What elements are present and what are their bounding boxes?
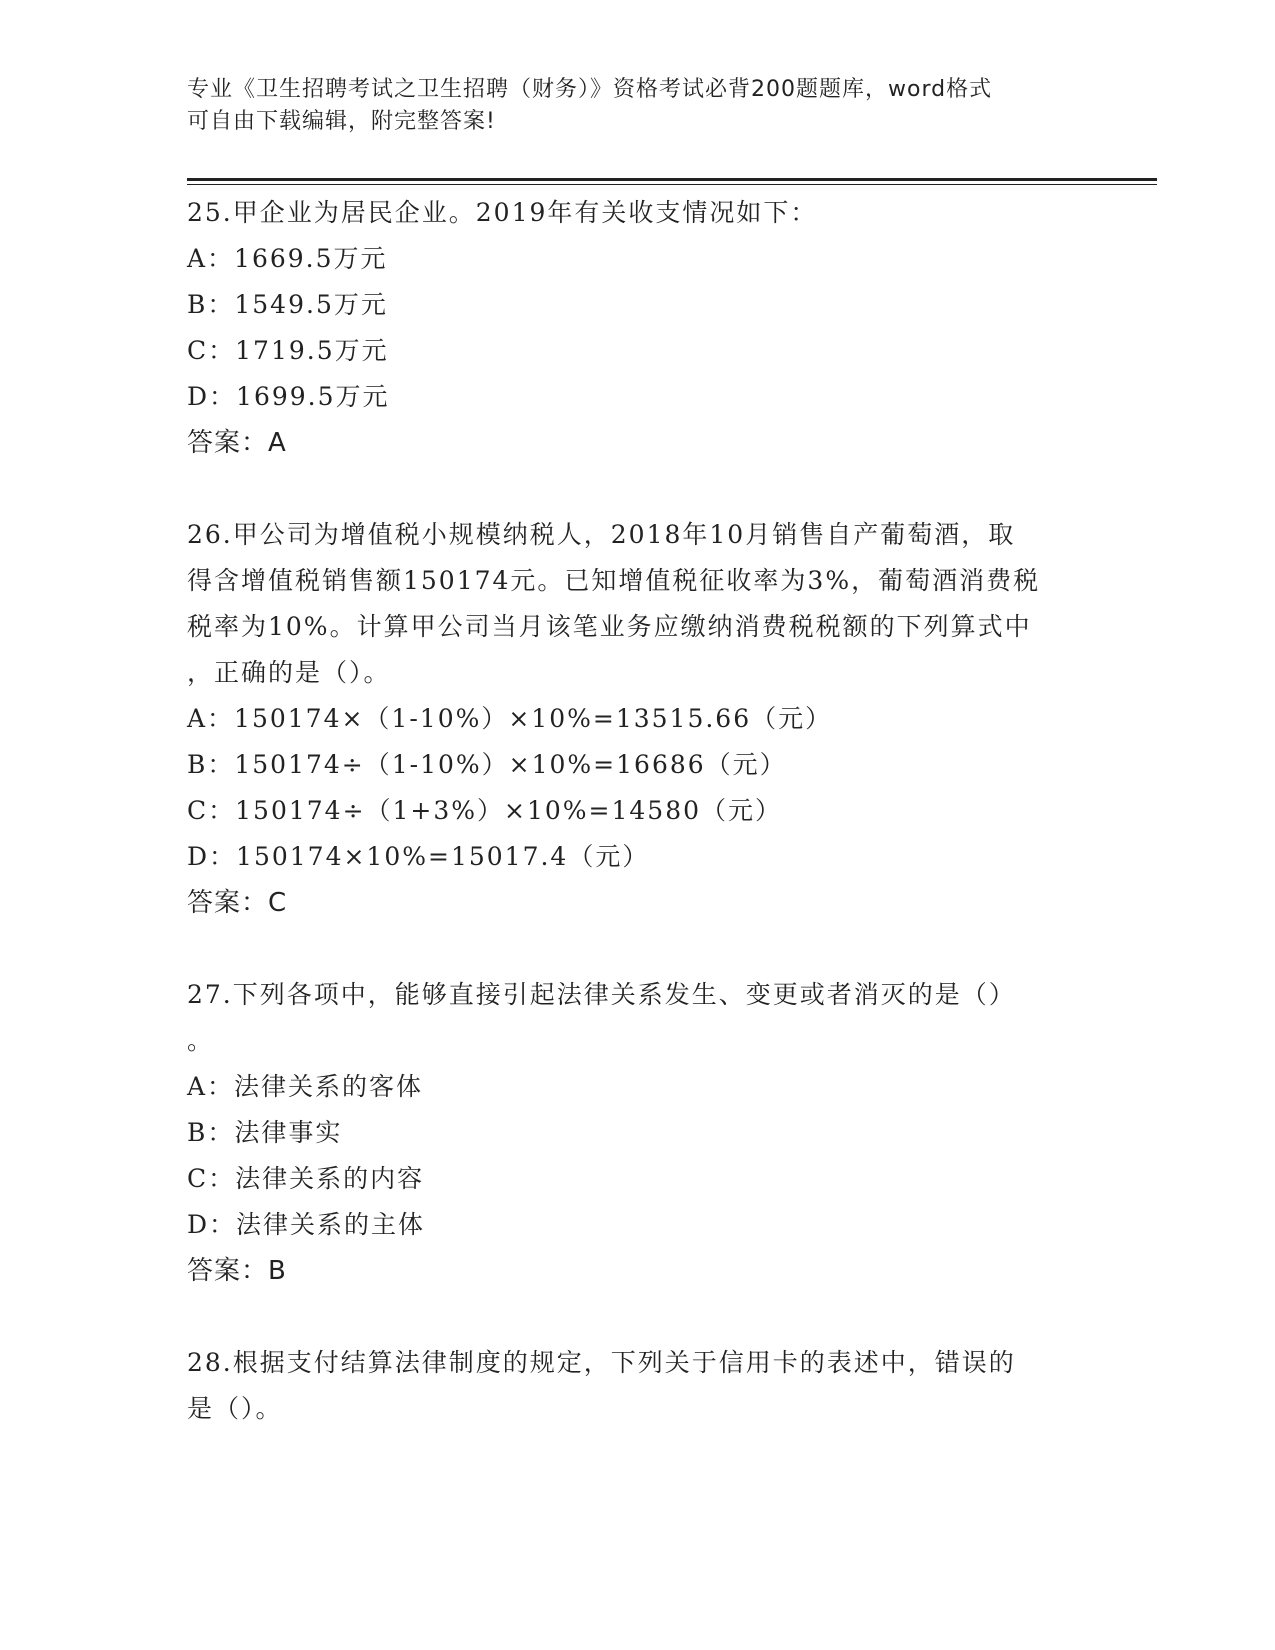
question-stem: 是（）。 bbox=[187, 1394, 283, 1423]
option-b: B：150174÷（1-10%）×10%=16686（元） bbox=[187, 750, 787, 779]
spacer bbox=[187, 1294, 1087, 1340]
option-a: A：1669.5万元 bbox=[187, 244, 388, 273]
question-27 bbox=[187, 972, 1087, 1294]
option-c: C：法律关系的内容 bbox=[187, 1164, 425, 1193]
answer: 答案：B bbox=[187, 1256, 287, 1286]
question-stem: 27.下列各项中，能够直接引起法律关系发生、变更或者消灭的是（） bbox=[187, 980, 1016, 1009]
option-a: A：法律关系的客体 bbox=[187, 1072, 424, 1101]
question-stem: 。 bbox=[187, 1026, 215, 1055]
question-25 bbox=[187, 190, 1087, 466]
question-28 bbox=[187, 1340, 1087, 1432]
question-stem: 25.甲企业为居民企业。2019年有关收支情况如下： bbox=[187, 198, 818, 227]
question-list bbox=[187, 190, 1087, 1432]
header-line-1: 专业《卫生招聘考试之卫生招聘（财务）》资格考试必背200题题库，word格式 bbox=[187, 77, 993, 102]
header-rule-thin bbox=[187, 184, 1157, 185]
document-header bbox=[187, 74, 1067, 138]
question-stem: 税率为10%。计算甲公司当月该笔业务应缴纳消费税税额的下列算式中 bbox=[187, 612, 1032, 641]
option-c: C：150174÷（1+3%）×10%=14580（元） bbox=[187, 796, 783, 825]
option-b: B：法律事实 bbox=[187, 1118, 343, 1147]
question-stem: 28.根据支付结算法律制度的规定，下列关于信用卡的表述中，错误的 bbox=[187, 1348, 1016, 1377]
header-rule-thick bbox=[187, 178, 1157, 181]
option-d: D：1699.5万元 bbox=[187, 382, 390, 411]
option-b: B：1549.5万元 bbox=[187, 290, 388, 319]
option-a: A：150174×（1-10%）×10%=13515.66（元） bbox=[187, 704, 833, 733]
option-c: C：1719.5万元 bbox=[187, 336, 389, 365]
answer: 答案：A bbox=[187, 428, 287, 458]
header-line-2: 可自由下载编辑，附完整答案! bbox=[187, 109, 496, 134]
spacer bbox=[187, 926, 1087, 972]
question-26 bbox=[187, 512, 1087, 926]
question-stem: ，正确的是（）。 bbox=[187, 658, 391, 687]
answer: 答案：C bbox=[187, 888, 288, 918]
option-d: D：150174×10%=15017.4（元） bbox=[187, 842, 650, 871]
question-stem: 26.甲公司为增值税小规模纳税人，2018年10月销售自产葡萄酒，取 bbox=[187, 520, 1016, 549]
question-stem: 得含增值税销售额150174元。已知增值税征收率为3%，葡萄酒消费税 bbox=[187, 566, 1041, 595]
spacer bbox=[187, 466, 1087, 512]
option-d: D：法律关系的主体 bbox=[187, 1210, 426, 1239]
